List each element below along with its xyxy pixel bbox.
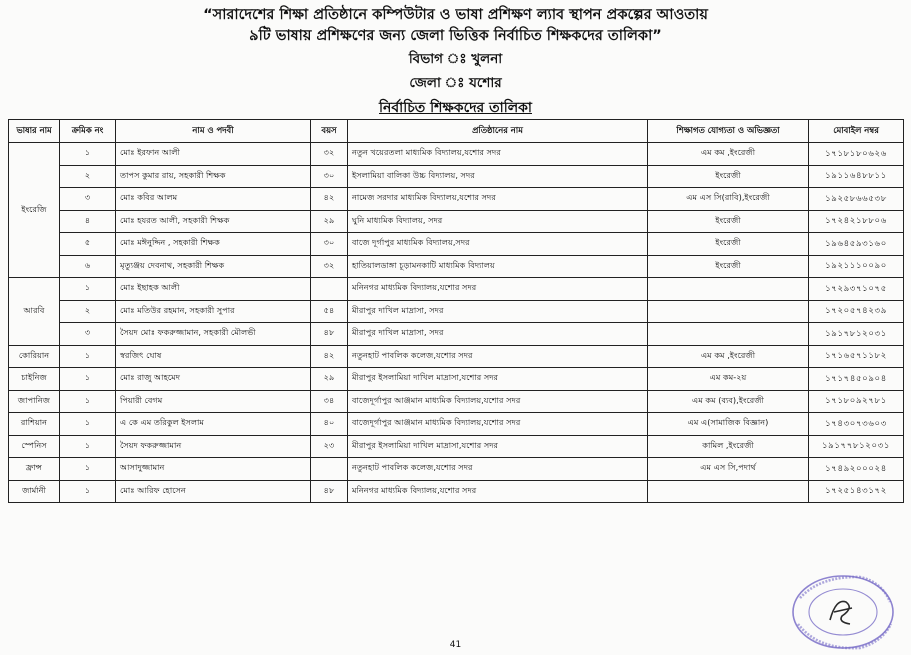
age-cell (311, 458, 348, 481)
table-row (9, 278, 904, 301)
qualification-cell: এম এ(সামাজিক বিজ্ঞান) (648, 413, 809, 436)
institution-cell: নতুনহাট পাবলিক কলেজ,যশোর সদর (348, 458, 648, 481)
language-cell: স্পেনিস (9, 435, 60, 458)
qualification-cell: এম কম-২য় (648, 368, 809, 391)
header-qualification: শিক্ষাগত যোগ্যতা ও অভিজ্ঞতা (648, 120, 809, 143)
institution-cell: মনিনগর মাধ্যমিক বিদ্যালয়,যশোর সদর (348, 278, 648, 301)
qualification-cell (648, 278, 809, 301)
name-cell: পিয়ারী বেগম (116, 390, 311, 413)
qualification-cell: এম কম ,ইংরেজী (648, 345, 809, 368)
table-row (9, 165, 904, 188)
name-cell: তাপস কুমার রায়, সহকারী শিক্ষক (116, 165, 311, 188)
header-institution: প্রতিষ্ঠানের নাম (348, 120, 648, 143)
serial-cell: ১ (60, 345, 116, 368)
mobile-cell: ১৭২০৫৭৪২৩৯ (809, 300, 904, 323)
language-cell: কোরিয়ান (9, 345, 60, 368)
mobile-cell: ১৯১৭৭৮১২০৩১ (809, 435, 904, 458)
mobile-cell: ১৭২৯৩৭১০৭৫ (809, 278, 904, 301)
name-cell: মৃত্যুঞ্জয় দেবনাথ, সহকারী শিক্ষক (116, 255, 311, 278)
serial-cell: ১ (60, 413, 116, 436)
language-cell: রাশিয়ান (9, 413, 60, 436)
serial-cell: ৬ (60, 255, 116, 278)
district-label: জেলা ঃ যশোর (409, 75, 502, 91)
mobile-cell: ১৭৪৩০৭৩৬০৩ (809, 413, 904, 436)
name-cell: সৈয়দ ফকরুজ্জামান (116, 435, 311, 458)
name-cell: আসাদুজ্জামান (116, 458, 311, 481)
age-cell: ৪২ (311, 345, 348, 368)
institution-cell: মনিনগর মাধ্যমিক বিদ্যালয়,যশোর সদর (348, 480, 648, 503)
mobile-cell: ১৭৪৯২০০০২৪ (809, 458, 904, 481)
table-row (9, 323, 904, 346)
table-row (9, 435, 904, 458)
table-row (9, 210, 904, 233)
title-line-2: ৯টি ভাষায় প্রশিক্ষণের জন্য জেলা ভিত্তিক নির্বাচিত শিক্ষকদের তালিকা” (249, 28, 662, 44)
institution-cell: নতুনহাট পাবলিক কলেজ,যশোর সদর (348, 345, 648, 368)
header-language: ভাষার নাম (9, 120, 60, 143)
serial-cell: ১ (60, 480, 116, 503)
institution-cell: হাতিয়ালডাঙ্গা চূড়ামনকাটি মাধ্যমিক বিদ্যালয় (348, 255, 648, 278)
table-body (9, 143, 904, 503)
age-cell: ৪২ (311, 188, 348, 211)
mobile-cell: ১৭২৪২১৮৮০৬ (809, 210, 904, 233)
table-row (9, 413, 904, 436)
qualification-cell: এম এস সি(রাবি),ইংরেজী (648, 188, 809, 211)
table-row (9, 390, 904, 413)
mobile-cell: ১৭১৭৪৫০৯০৪ (809, 368, 904, 391)
teachers-table (8, 119, 904, 503)
age-cell (311, 278, 348, 301)
language-cell: আরবি (9, 278, 60, 346)
table-row (9, 143, 904, 166)
serial-cell: ২ (60, 300, 116, 323)
table-row (9, 368, 904, 391)
age-cell: ৪০ (311, 413, 348, 436)
age-cell: ৪৮ (311, 480, 348, 503)
qualification-cell: কামিল ,ইংরেজী (648, 435, 809, 458)
age-cell: ২৯ (311, 210, 348, 233)
table-row (9, 480, 904, 503)
name-cell: মোঃ মঈনুদ্দিন , সহকারী শিক্ষক (116, 233, 311, 256)
institution-cell: বাজেদূর্গাপুর আঞ্জমান মাধ্যমিক বিদ্যালয়,যশোর সদর (348, 413, 648, 436)
institution-cell: বাজে দূর্গাপুর মাধ্যমিক বিদ্যালয়,সদর (348, 233, 648, 256)
qualification-cell: ইংরেজী (648, 210, 809, 233)
table-row (9, 255, 904, 278)
age-cell: ৩৪ (311, 390, 348, 413)
qualification-cell: ইংরেজী (648, 255, 809, 278)
qualification-cell (648, 323, 809, 346)
qualification-cell: ইংরেজী (648, 233, 809, 256)
table-row (9, 458, 904, 481)
page-number: 41 (449, 640, 462, 650)
name-cell: মোঃ ইছাহক আলী (116, 278, 311, 301)
serial-cell: ১ (60, 143, 116, 166)
table-row (9, 233, 904, 256)
serial-cell: ২ (60, 165, 116, 188)
age-cell: ৩০ (311, 165, 348, 188)
table-row (9, 300, 904, 323)
institution-cell: ইসলামিয়া বালিকা উচ্চ বিদ্যালয়, সদর (348, 165, 648, 188)
institution-cell: মীরাপুর ইসলামিয়া দাখিল মাদ্রাসা,যশোর সদর (348, 435, 648, 458)
mobile-cell: ১৯২১১১০০৯০ (809, 255, 904, 278)
age-cell: ২৯ (311, 368, 348, 391)
language-cell: ফ্রান্স (9, 458, 60, 481)
header-serial: ক্রমিক নং (60, 120, 116, 143)
name-cell: মোঃ মতিউর রহমান, সহকারী সুপার (116, 300, 311, 323)
age-cell: ৩২ (311, 143, 348, 166)
mobile-cell: ১৯১১৬৪৮৮১১ (809, 165, 904, 188)
serial-cell: ১ (60, 368, 116, 391)
age-cell: ৪৮ (311, 323, 348, 346)
language-cell: জার্মানী (9, 480, 60, 503)
serial-cell: ১ (60, 278, 116, 301)
title-line-1: “সারাদেশের শিক্ষা প্রতিষ্ঠানে কম্পিউটার ও ভাষা প্রশিক্ষণ ল্যাব স্থাপন প্রকল্পের আওতায় (203, 7, 708, 23)
mobile-cell: ১৯১৭৮১২০৩১ (809, 323, 904, 346)
serial-cell: ৩ (60, 323, 116, 346)
name-cell: মোঃ কবির আলম (116, 188, 311, 211)
name-cell: স্বরজিৎ ঘোষ (116, 345, 311, 368)
name-cell: মোঃ ইরফান আলী (116, 143, 311, 166)
serial-cell: ৪ (60, 210, 116, 233)
qualification-cell: ইংরেজী (648, 165, 809, 188)
mobile-cell: ১৭২৫১৪৩১৭২ (809, 480, 904, 503)
name-cell: মোঃ আরিফ হোসেন (116, 480, 311, 503)
header-age: বয়স (311, 120, 348, 143)
institution-cell: ঘুনি মাধ্যমিক বিদ্যালয়, সদর (348, 210, 648, 233)
name-cell: মোঃ হযরত আলী, সহকারী শিক্ষক (116, 210, 311, 233)
table-title: নির্বাচিত শিক্ষকদের তালিকা (379, 100, 532, 116)
language-cell: জাপানিজ (9, 390, 60, 413)
mobile-cell: ১৭১৬৫৭১১৮২ (809, 345, 904, 368)
name-cell: এ কে এম তরিকুল ইসলাম (116, 413, 311, 436)
name-cell: সৈয়দ মোঃ ফকরুজ্জামান, সহকারী মৌলভী (116, 323, 311, 346)
table-row (9, 188, 904, 211)
language-cell: চাইনিজ (9, 368, 60, 391)
header-mobile: মোবাইল নম্বর (809, 120, 904, 143)
age-cell: ৫৪ (311, 300, 348, 323)
age-cell: ৩২ (311, 255, 348, 278)
mobile-cell: ১৯৬৪৫৯৩১৬০ (809, 233, 904, 256)
language-cell: ইংরেজি (9, 143, 60, 278)
mobile-cell: ১৭১৮০৯২৭৮১ (809, 390, 904, 413)
institution-cell: মীরাপুর দাখিল মাদ্রাসা, সদর (348, 300, 648, 323)
institution-cell: নামেজ সরদার মাধ্যমিক বিদ্যালয়,যশোর সদর (348, 188, 648, 211)
mobile-cell: ১৯২৫৮৬৬৫৩৮ (809, 188, 904, 211)
institution-cell: নতুন খয়েরতলা মাধ্যমিক বিদ্যালয়,যশোর সদর (348, 143, 648, 166)
institution-cell: মীরাপুর দাখিল মাদ্রাসা, সদর (348, 323, 648, 346)
name-cell: মোঃ রাজু আহমেদ (116, 368, 311, 391)
serial-cell: ১ (60, 435, 116, 458)
qualification-cell: এম কম (ব্যব),ইংরেজী (648, 390, 809, 413)
age-cell: ৩০ (311, 233, 348, 256)
institution-cell: মীরাপুর ইসলামিয়া দাখিল মাদ্রাসা,যশোর সদর (348, 368, 648, 391)
institution-cell: বাজেদূর্গাপুর আঞ্জমান মাধ্যমিক বিদ্যালয়,যশোর সদর (348, 390, 648, 413)
qualification-cell: এম কম ,ইংরেজী (648, 143, 809, 166)
header-name: নাম ও পদবী (116, 120, 311, 143)
serial-cell: ৫ (60, 233, 116, 256)
serial-cell: ৩ (60, 188, 116, 211)
age-cell: ২৩ (311, 435, 348, 458)
serial-cell: ১ (60, 390, 116, 413)
serial-cell: ১ (60, 458, 116, 481)
qualification-cell (648, 480, 809, 503)
table-header-row (9, 120, 904, 143)
qualification-cell: এম এস সি,পদার্থ (648, 458, 809, 481)
qualification-cell (648, 300, 809, 323)
division-label: বিভাগ ঃ খুলনা (408, 51, 503, 67)
table-row (9, 345, 904, 368)
mobile-cell: ১৭১৮১৮০৬২৬ (809, 143, 904, 166)
